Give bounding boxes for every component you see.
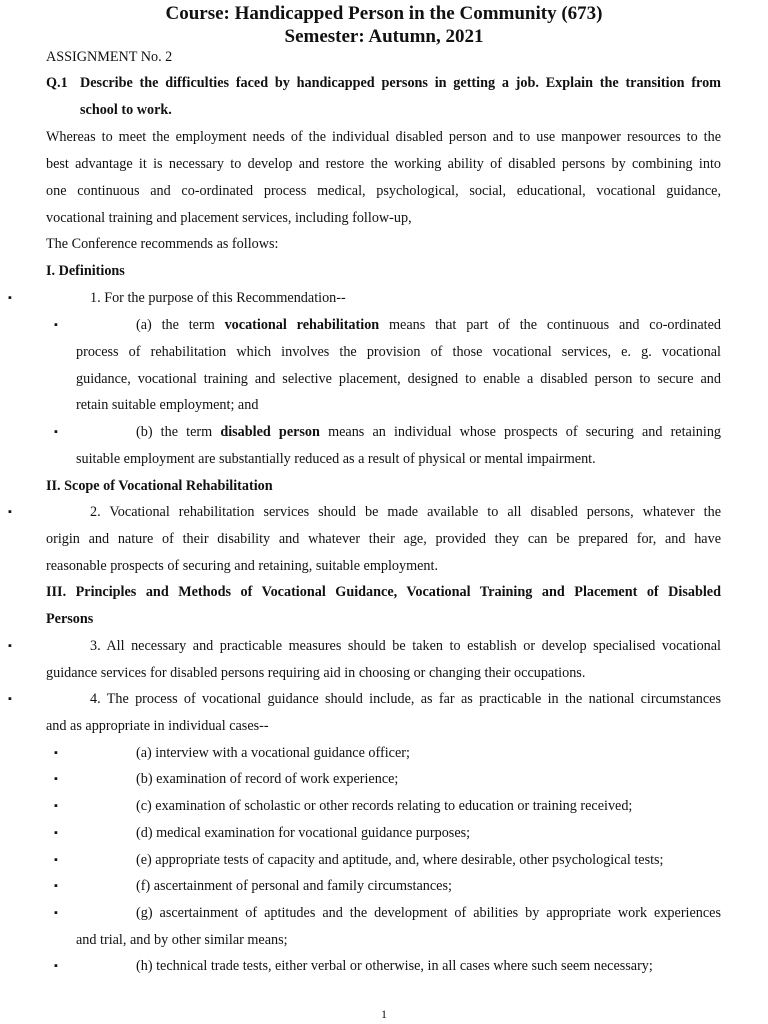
section-heading-scope: II. Scope of Vocational Rehabilitation bbox=[46, 478, 273, 494]
term-disabled-person: disabled person bbox=[220, 424, 320, 440]
list-item-e: (e) appropriate tests of capacity and aptitude, and, where desirable, other psychological tests; bbox=[136, 852, 664, 868]
paragraph-2-line-2: origin and nature of their disability and whatever their age, provided they can be prepared for, and have bbox=[46, 531, 721, 547]
page-number: 1 bbox=[381, 1007, 387, 1021]
item-1a-suffix: means that part of the continuous and co-ordinated bbox=[379, 317, 722, 333]
list-item-g-line-1: (g) ascertainment of aptitudes and the development of abilities by appropriate work experiences bbox=[136, 905, 721, 921]
paragraph-3-line-2: guidance services for disabled persons requiring aid in choosing or changing their occupations. bbox=[46, 665, 586, 681]
question-text-line-1: Describe the difficulties faced by handicapped persons in getting a job. Explain the transition from bbox=[80, 75, 721, 91]
conference-statement: The Conference recommends as follows: bbox=[46, 236, 279, 252]
item-1b-suffix: means an individual whose prospects of securing and retaining bbox=[319, 424, 722, 440]
bullet: ▪ bbox=[8, 640, 12, 652]
list-item-a: (a) interview with a vocational guidance officer; bbox=[136, 745, 410, 761]
bullet: ▪ bbox=[54, 426, 58, 438]
assignment-number: ASSIGNMENT No. 2 bbox=[46, 49, 173, 65]
intro-line-3: one continuous and co-ordinated process medical, psychological, social, educational, vocational guidance, bbox=[46, 183, 721, 199]
item-1a-line-3: guidance, vocational training and selective placement, designed to enable a disabled person to secure and bbox=[76, 371, 721, 387]
section-heading-definitions: I. Definitions bbox=[46, 263, 125, 279]
section-heading-principles-line-1: III. Principles and Methods of Vocational Guidance, Vocational Training and Placement of Disabled bbox=[46, 584, 721, 600]
bullet: ▪ bbox=[54, 800, 58, 812]
bullet: ▪ bbox=[54, 960, 58, 972]
term-vocational-rehabilitation: vocational rehabilitation bbox=[224, 317, 380, 333]
bullet: ▪ bbox=[54, 747, 58, 759]
item-1b-prefix: (b) the term bbox=[136, 424, 221, 440]
bullet: ▪ bbox=[54, 880, 58, 892]
item-1a-line-1 bbox=[136, 316, 721, 334]
intro-line-2: best advantage it is necessary to develop and restore the working ability of disabled persons by combining into bbox=[46, 156, 721, 172]
semester-title: Semester: Autumn, 2021 bbox=[284, 26, 484, 47]
list-item-b: (b) examination of record of work experience; bbox=[136, 771, 399, 787]
intro-line-1: Whereas to meet the employment needs of the individual disabled person and to use manpower resources to the bbox=[46, 129, 721, 145]
list-item-d: (d) medical examination for vocational guidance purposes; bbox=[136, 825, 471, 841]
item-1a-line-4: retain suitable employment; and bbox=[76, 397, 259, 413]
bullet: ▪ bbox=[8, 292, 12, 304]
paragraph-2-line-3: reasonable prospects of securing and retaining, suitable employment. bbox=[46, 558, 439, 574]
paragraph-3-line-1: 3. All necessary and practicable measures should be taken to establish or develop specialised vocational bbox=[90, 638, 721, 654]
bullet: ▪ bbox=[54, 907, 58, 919]
bullet: ▪ bbox=[54, 827, 58, 839]
list-item-c: (c) examination of scholastic or other records relating to education or training received; bbox=[136, 798, 633, 814]
bullet: ▪ bbox=[54, 319, 58, 331]
section-heading-principles-line-2: Persons bbox=[46, 611, 94, 627]
list-item-h: (h) technical trade tests, either verbal or otherwise, in all cases where such seem necessary; bbox=[136, 958, 653, 974]
list-item-g-line-2: and trial, and by other similar means; bbox=[76, 932, 288, 948]
intro-line-4: vocational training and placement services, including follow-up, bbox=[46, 210, 412, 226]
bullet: ▪ bbox=[54, 773, 58, 785]
paragraph-2-line-1: 2. Vocational rehabilitation services should be made available to all disabled persons, whatever the bbox=[90, 504, 721, 520]
paragraph-4-line-1: 4. The process of vocational guidance should include, as far as practicable in the national circumstances bbox=[90, 691, 721, 707]
bullet: ▪ bbox=[54, 854, 58, 866]
question-number: Q.1 bbox=[46, 75, 68, 91]
paragraph-4-line-2: and as appropriate in individual cases-- bbox=[46, 718, 269, 734]
item-1b-line-2: suitable employment are substantially reduced as a result of physical or mental impairment. bbox=[76, 451, 596, 467]
item-1a-line-2: process of rehabilitation which involves the provision of those vocational services, e. g. vocational bbox=[76, 344, 721, 360]
course-title: Course: Handicapped Person in the Community (673) bbox=[165, 3, 603, 24]
bullet: ▪ bbox=[8, 693, 12, 705]
question-text-line-2: school to work. bbox=[80, 102, 172, 118]
item-1b-line-1 bbox=[136, 423, 721, 441]
list-item-f: (f) ascertainment of personal and family circumstances; bbox=[136, 878, 452, 894]
paragraph-1: 1. For the purpose of this Recommendation-- bbox=[90, 290, 346, 306]
bullet: ▪ bbox=[8, 506, 12, 518]
item-1a-prefix: (a) the term bbox=[136, 317, 225, 333]
